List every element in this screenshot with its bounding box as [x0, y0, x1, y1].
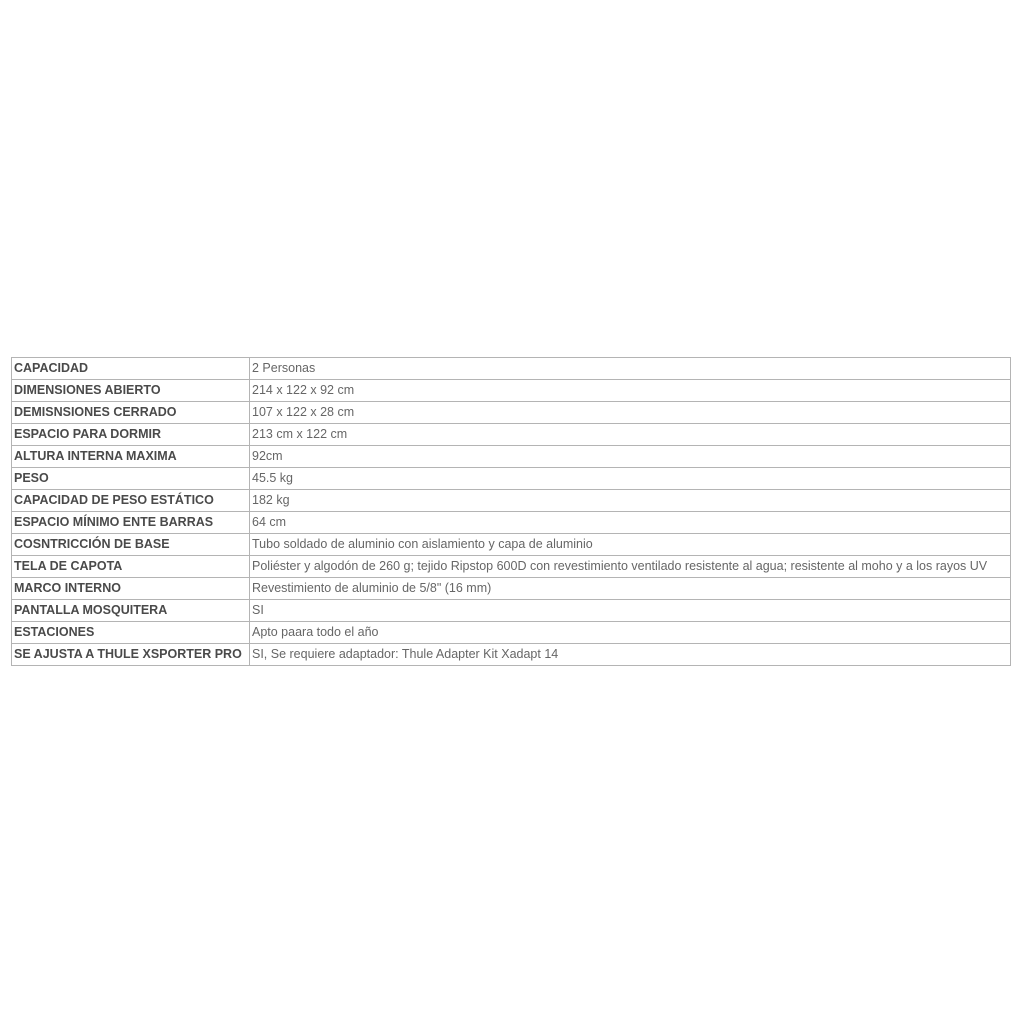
spec-label: PANTALLA MOSQUITERA — [12, 600, 250, 622]
spec-label: TELA DE CAPOTA — [12, 556, 250, 578]
spec-value: 214 x 122 x 92 cm — [250, 380, 1011, 402]
spec-value: 92cm — [250, 446, 1011, 468]
table-row — [12, 490, 1011, 512]
spec-value: Poliéster y algodón de 260 g; tejido Ripstop 600D con revestimiento ventilado resistente al agua; resistente al moho y a los rayos UV — [250, 556, 1011, 578]
table-row — [12, 600, 1011, 622]
table-row — [12, 402, 1011, 424]
spec-table — [11, 357, 1011, 666]
spec-value: 64 cm — [250, 512, 1011, 534]
spec-value: Apto paara todo el año — [250, 622, 1011, 644]
spec-label: CAPACIDAD — [12, 358, 250, 380]
spec-label: COSNTRICCIÓN DE BASE — [12, 534, 250, 556]
spec-value: Tubo soldado de aluminio con aislamiento y capa de aluminio — [250, 534, 1011, 556]
spec-label: ESTACIONES — [12, 622, 250, 644]
table-row — [12, 622, 1011, 644]
spec-value: 182 kg — [250, 490, 1011, 512]
table-row — [12, 358, 1011, 380]
spec-value: 213 cm x 122 cm — [250, 424, 1011, 446]
table-row — [12, 556, 1011, 578]
table-row — [12, 578, 1011, 600]
table-row — [12, 380, 1011, 402]
spec-label: ESPACIO MÍNIMO ENTE BARRAS — [12, 512, 250, 534]
spec-label: PESO — [12, 468, 250, 490]
spec-value: Revestimiento de aluminio de 5/8" (16 mm) — [250, 578, 1011, 600]
spec-value: SI — [250, 600, 1011, 622]
spec-label: MARCO INTERNO — [12, 578, 250, 600]
spec-value: 2 Personas — [250, 358, 1011, 380]
spec-label: ALTURA INTERNA MAXIMA — [12, 446, 250, 468]
table-row — [12, 644, 1011, 666]
spec-label: SE AJUSTA A THULE XSPORTER PRO — [12, 644, 250, 666]
table-row — [12, 468, 1011, 490]
table-row — [12, 424, 1011, 446]
spec-label: ESPACIO PARA DORMIR — [12, 424, 250, 446]
spec-label: DIMENSIONES ABIERTO — [12, 380, 250, 402]
spec-value: SI, Se requiere adaptador: Thule Adapter Kit Xadapt 14 — [250, 644, 1011, 666]
table-row — [12, 512, 1011, 534]
table-row — [12, 446, 1011, 468]
spec-value: 107 x 122 x 28 cm — [250, 402, 1011, 424]
spec-label: DEMISNSIONES CERRADO — [12, 402, 250, 424]
spec-value: 45.5 kg — [250, 468, 1011, 490]
spec-label: CAPACIDAD DE PESO ESTÁTICO — [12, 490, 250, 512]
table-row — [12, 534, 1011, 556]
